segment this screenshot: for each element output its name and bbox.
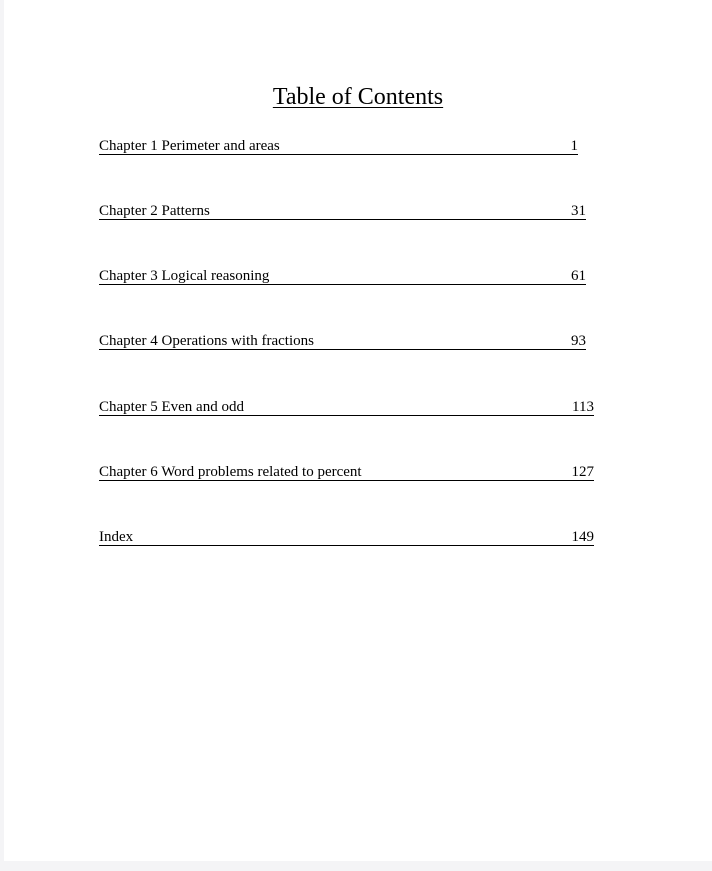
toc-entry-page: 93 — [571, 333, 586, 349]
toc-entry-chapter-1[interactable] — [99, 134, 578, 155]
toc-entry-chapter-5[interactable] — [99, 395, 594, 416]
toc-entry-page: 61 — [571, 268, 586, 284]
toc-entry-page: 113 — [572, 399, 594, 415]
toc-entry-page: 1 — [570, 138, 578, 154]
toc-entry-page: 127 — [571, 464, 594, 480]
toc-entry-page: 31 — [571, 203, 586, 219]
toc-entry-chapter-2[interactable] — [99, 199, 586, 220]
toc-entry-label: Chapter 4 Operations with fractions — [99, 333, 314, 349]
toc-entry-page: 149 — [571, 529, 594, 545]
toc-entry-label: Chapter 5 Even and odd — [99, 399, 244, 415]
toc-entry-label: Chapter 6 Word problems related to percent — [99, 464, 362, 480]
toc-entry-label: Chapter 3 Logical reasoning — [99, 268, 270, 284]
toc-entry-chapter-3[interactable] — [99, 264, 586, 285]
title-text: Table of Contents — [272, 84, 444, 110]
document-page — [4, 0, 712, 861]
toc-entry-index[interactable] — [99, 525, 594, 546]
toc-entry-label: Index — [99, 529, 134, 545]
toc-entry-chapter-4[interactable] — [99, 329, 586, 350]
toc-entry-chapter-6[interactable] — [99, 460, 594, 481]
toc-entry-label: Chapter 1 Perimeter and areas — [99, 138, 280, 154]
page-title — [4, 83, 712, 111]
toc-entry-label: Chapter 2 Patterns — [99, 203, 210, 219]
